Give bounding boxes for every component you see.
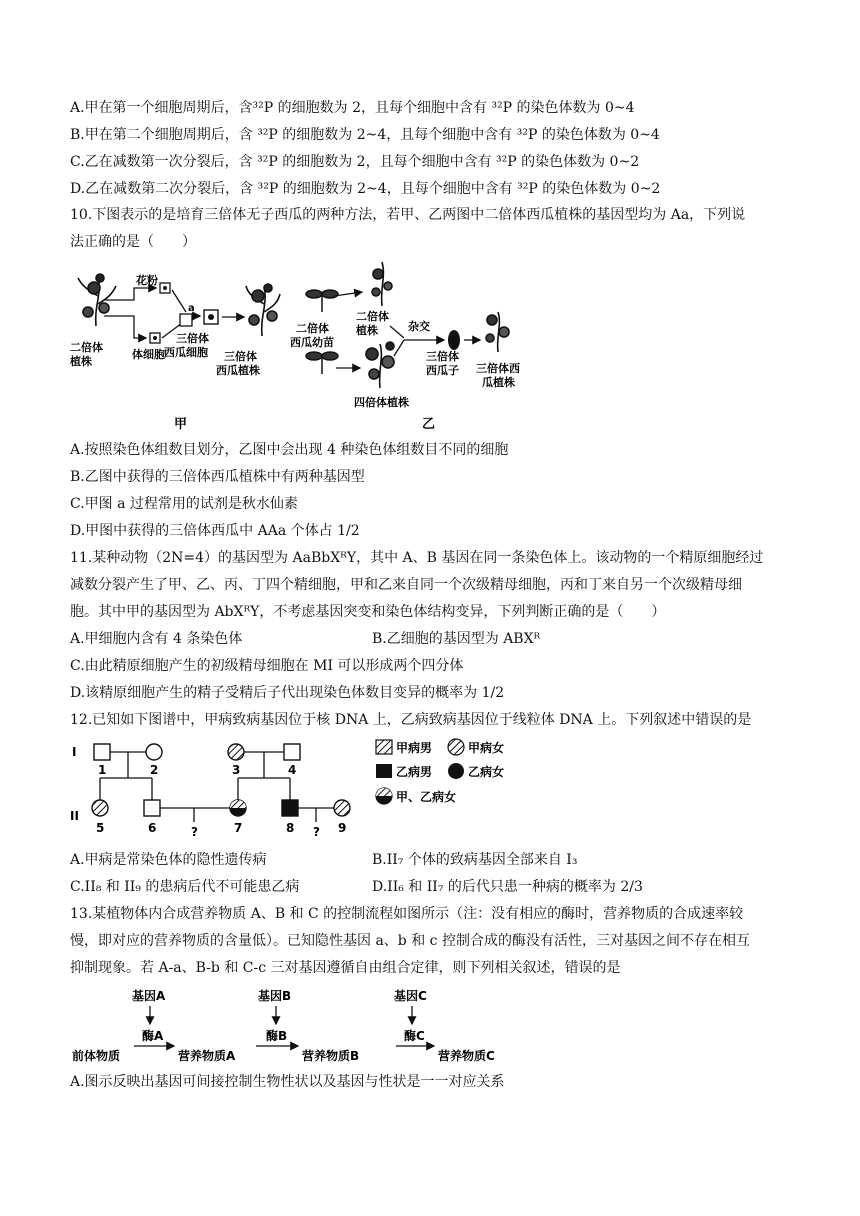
ii8-number: 8 (286, 821, 295, 835)
yi-triploid-plant-label-2: 瓜植株 (482, 376, 515, 389)
nutrient-pathway-diagram (70, 984, 540, 1066)
enzyme-c-label: 酶C (404, 1029, 425, 1043)
yi-diploid-plant-icon (372, 262, 392, 306)
q13-stem-line3: 抑制现象。若 A-a、B-b 和 C-c 三对基因遵循自由组合定律，则下列相关叙述，错误的是 (70, 960, 621, 976)
q13-stem-line2: 慢，即对应的营养物质的含量低）。已知隐性基因 a、b 和 c 控制合成的酶没有活性，三对基因之间不存在相互 (70, 933, 750, 949)
q9-option-c: C.乙在减数第一次分裂后，含 ³²P 的细胞数为 2，且每个细胞中含有 ³²P 的染色体数为 0~2 (70, 154, 640, 170)
legend-yi-male-symbol (376, 764, 392, 778)
individual-i2 (146, 744, 162, 760)
i3-number: 3 (232, 763, 241, 777)
legend-both-female-symbol (376, 788, 392, 804)
individual-ii7 (230, 800, 246, 816)
individual-ii8 (282, 800, 298, 816)
watermelon-breeding-figure (64, 256, 534, 436)
i2-number: 2 (150, 763, 159, 777)
q11-option-b: B.乙细胞的基因型为 ABXᴿ (372, 631, 541, 647)
jia-triploid-plant-label-2: 西瓜植株 (216, 364, 260, 377)
jia-diploid-label-2: 植株 (70, 355, 92, 368)
ii7-number: 7 (234, 821, 243, 835)
yi-cross-label: 杂交 (408, 320, 430, 333)
q10-stem-line1: 10.下图表示的是培育三倍体无子西瓜的两种方法，若甲、乙两图中二倍体西瓜植株的基因型均为 Aa，下列说 (70, 207, 746, 223)
q9-option-b: B.甲在第二个细胞周期后，含 ³²P 的细胞数为 2~4，且每个细胞中含有 ³²P 的染色体数为 0~4 (70, 127, 660, 143)
yi-seed-label-2: 西瓜子 (426, 364, 459, 377)
q10-option-d: D.甲图中获得的三倍体西瓜中 AAa 个体占 1/2 (70, 523, 360, 539)
q10-option-c: C.甲图 a 过程常用的试剂是秋水仙素 (70, 496, 298, 512)
enzyme-a-label: 酶A (142, 1029, 164, 1043)
tetraploid-plant-icon (366, 342, 394, 388)
legend-jia-male: 甲病男 (396, 741, 433, 755)
ii6-number: 6 (148, 821, 157, 835)
q13-stem-line1: 13.某植物体内合成营养物质 A、B 和 C 的控制流程如图所示（注：没有相应的酶时，营养物质的合成速率较 (70, 906, 744, 922)
yi-diploid-label-2: 植株 (356, 324, 378, 337)
yi-seedling-label-2: 西瓜幼苗 (290, 336, 334, 349)
legend-yi-female-symbol (448, 763, 464, 779)
yi-seed-label-1: 三倍体 (426, 350, 459, 363)
gene-b-label: 基因B (258, 989, 292, 1003)
pedigree-chart (64, 734, 534, 842)
q9-option-a: A.甲在第一个细胞周期后，含³²P 的细胞数为 2，且每个细胞中含有 ³²P 的染色体数为 0~4 (70, 100, 635, 116)
legend-jia-male-symbol (376, 740, 392, 754)
jia-somatic-label: 体细胞 (132, 348, 165, 361)
yi-triploid-plant-icon (486, 312, 509, 352)
q10-stem-line2: 法正确的是（ ） (70, 234, 196, 250)
yi-seedling-label-1: 二倍体 (296, 322, 329, 335)
gene-c-label: 基因C (394, 989, 427, 1003)
q9-option-d: D.乙在减数第二次分裂后，含 ³²P 的细胞数为 2~4，且每个细胞中含有 ³²P 的染色体数为 0~2 (70, 181, 661, 197)
jia-diploid-label-1: 二倍体 (70, 341, 103, 354)
legend-yi-male: 乙病男 (396, 765, 433, 779)
yi-caption: 乙 (422, 417, 436, 432)
legend-yi-female: 乙病女 (468, 765, 505, 779)
q11-stem-line1: 11.某种动物（2N=4）的基因型为 AaBbXᴿY，其中 A、B 基因在同一条染色体上。该动物的一个精原细胞经过 (70, 550, 764, 566)
i4-number: 4 (288, 763, 297, 777)
individual-i1 (94, 744, 110, 760)
enzyme-b-label: 酶B (266, 1029, 288, 1043)
jia-triploid-cell-label-2: 西瓜细胞 (164, 346, 208, 359)
gen-2-label: II (70, 809, 79, 823)
nutrient-b-label: 营养物质B (302, 1049, 360, 1063)
i1-number: 1 (98, 763, 107, 777)
legend-jia-female: 甲病女 (468, 741, 505, 755)
individual-i3 (228, 744, 244, 760)
q11-option-d: D.该精原细胞产生的精子受精后子代出现染色体数目变异的概率为 1/2 (70, 685, 505, 701)
individual-ii6 (144, 800, 160, 816)
q11-option-c: C.由此精原细胞产生的初级精母细胞在 MI 可以形成两个四分体 (70, 658, 464, 674)
yi-diploid-label-1: 二倍体 (356, 310, 389, 323)
hybrid-cell-icon (180, 314, 192, 326)
q10-option-a: A.按照染色体组数目划分，乙图中会出现 4 种染色体组数目不同的细胞 (70, 442, 509, 458)
triploid-plant-icon (246, 284, 280, 336)
jia-triploid-plant-label-1: 三倍体 (224, 350, 257, 363)
q12-stem: 12.已知如下图谱中，甲病致病基因位于核 DNA 上，乙病致病基因位于线粒体 DNA 上。下列叙述中错误的是 (70, 712, 752, 728)
q11-option-a: A.甲细胞内含有 4 条染色体 (70, 631, 243, 647)
legend-both-female: 甲、乙病女 (396, 790, 457, 804)
triploid-seed-icon (448, 330, 460, 350)
nutrient-a-label: 营养物质A (178, 1049, 236, 1063)
q11-stem-line3: 胞。其中甲的基因型为 AbXᴿY，不考虑基因突变和染色体结构变异，下列判断正确的是（ ） (70, 604, 666, 620)
legend-jia-female-symbol (448, 739, 464, 755)
jia-caption: 甲 (174, 417, 188, 432)
q12-option-b: B.II₇ 个体的致病基因全部来自 I₃ (372, 852, 578, 868)
q11-stem-line2: 减数分裂产生了甲、乙、丙、丁四个精细胞，甲和乙来自同一个次级精母细胞，丙和丁来自另一个次级精母细 (70, 577, 742, 593)
jia-pollen-label: 花粉 (136, 274, 158, 287)
jia-triploid-cell-label-1: 三倍体 (176, 332, 209, 345)
q12-option-a: A.甲病是常染色体的隐性遗传病 (70, 852, 267, 868)
q12-option-c: C.II₈ 和 II₉ 的患病后代不可能患乙病 (70, 879, 300, 895)
gen-1-label: I (72, 745, 77, 759)
precursor-label: 前体物质 (72, 1049, 121, 1063)
individual-ii5 (92, 800, 108, 816)
q13-option-a: A.图示反映出基因可间接控制生物性状以及基因与性状是一一对应关系 (70, 1074, 505, 1090)
ii9-number: 9 (338, 821, 347, 835)
nutrient-c-label: 营养物质C (438, 1049, 495, 1063)
yi-triploid-plant-label-1: 三倍体西 (476, 362, 520, 375)
q12-option-d: D.II₆ 和 II₇ 的后代只患一种病的概率为 2/3 (372, 879, 643, 895)
jia-process-a-label: a (188, 303, 195, 314)
individual-i4 (284, 744, 300, 760)
individual-ii9 (334, 800, 350, 816)
offspring-8-9-unknown: ? (313, 825, 320, 839)
gene-a-label: 基因A (132, 989, 166, 1003)
ii5-number: 5 (96, 821, 105, 835)
yi-tetraploid-label: 四倍体植株 (354, 396, 409, 409)
offspring-6-7-unknown: ? (191, 825, 198, 839)
q10-option-b: B.乙图中获得的三倍体西瓜植株中有两种基因型 (70, 469, 365, 485)
